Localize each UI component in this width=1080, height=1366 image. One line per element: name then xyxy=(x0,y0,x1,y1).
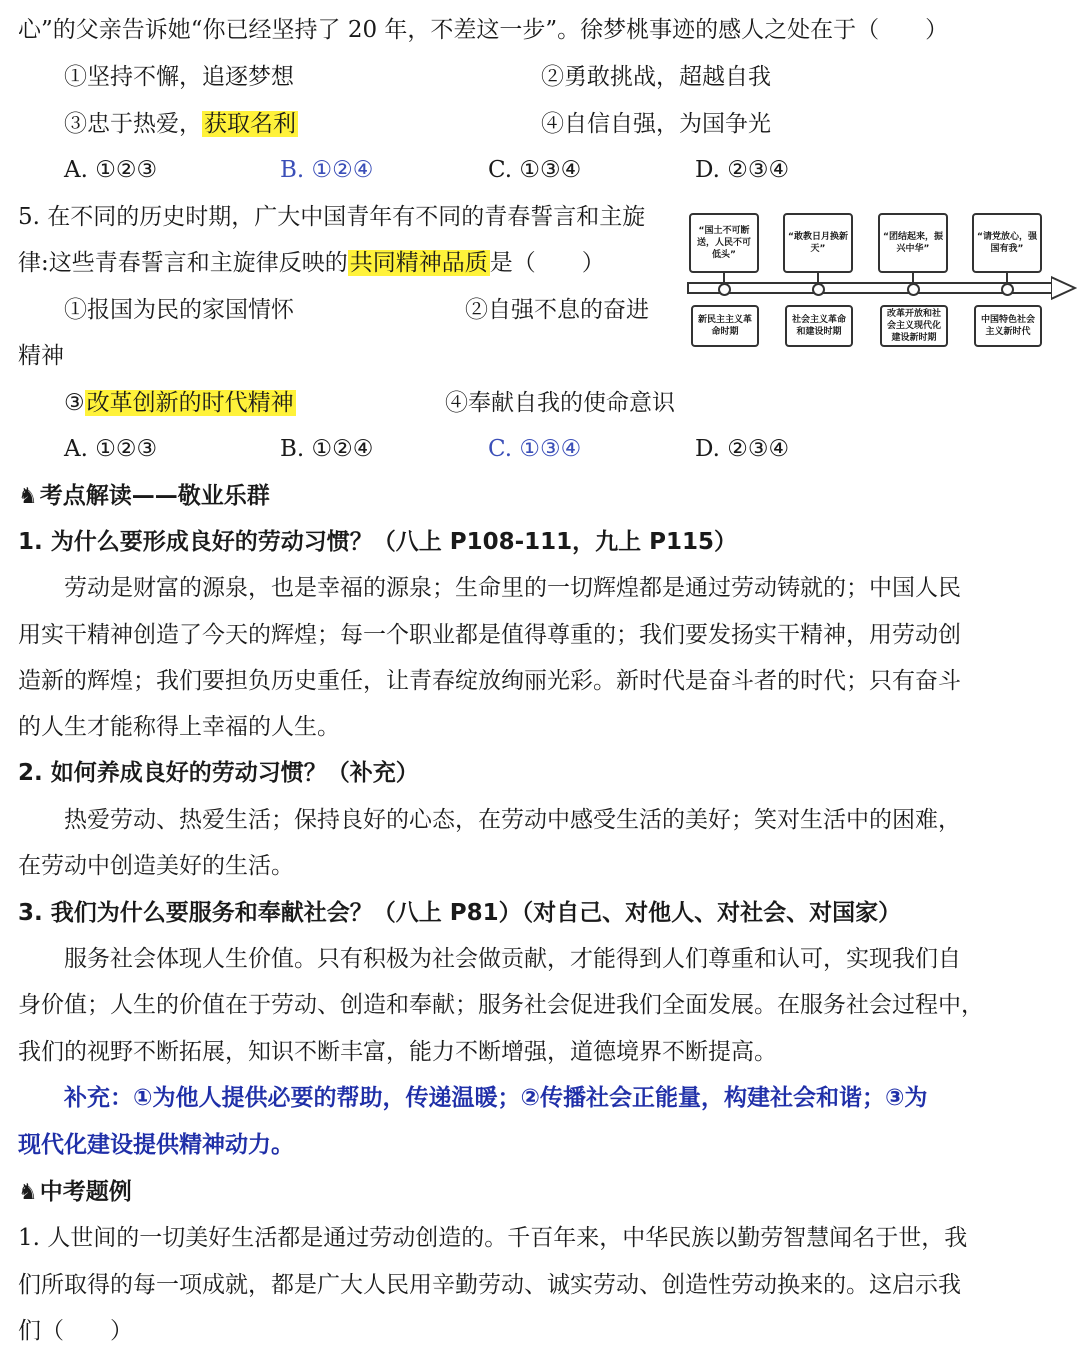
q5-option-4: ④奉献自我的使命意识 xyxy=(445,390,675,416)
q5-stem-highlight: 共同精神品质 xyxy=(349,250,488,276)
slogan-flag-4: “请党放心，强国有我” xyxy=(972,213,1042,273)
timeline-arrowhead-icon xyxy=(1051,275,1077,301)
timeline-figure xyxy=(683,205,1078,357)
timeline-node xyxy=(718,283,731,296)
q4-choice-a: A. ①②③ xyxy=(64,157,158,183)
answer-1-line: 用实干精神创造了今天的辉煌；每一个职业都是值得尊重的；我们要发扬实干精神，用劳动创 xyxy=(18,622,961,648)
q4-option-3 xyxy=(64,109,298,139)
slogan-flag-2: “敢教日月换新天” xyxy=(783,213,853,273)
section-heading-text: 考点解读——敬业乐群 xyxy=(39,483,270,509)
period-box-1: 新民主主义革命时期 xyxy=(691,305,759,347)
period-box-2: 社会主义革命和建设时期 xyxy=(785,305,853,347)
q5-option-3 xyxy=(64,388,296,418)
answer-2-line: 在劳动中创造美好的生活。 xyxy=(18,853,294,879)
question-3-title: 3. 我们为什么要服务和奉献社会？（八上 P81）（对自己、对他人、对社会、对国家） xyxy=(18,900,902,926)
q4-option-3-highlight: 获取名利 xyxy=(204,111,296,137)
q5-choice-b: B. ①②④ xyxy=(280,436,374,462)
question-2-title: 2. 如何养成良好的劳动习惯？（补充） xyxy=(18,760,419,786)
q4-option-2: ②勇敢挑战，超越自我 xyxy=(541,64,771,90)
q4-option-1: ①坚持不懈，追逐梦想 xyxy=(64,64,294,90)
answer-1-line: 劳动是财富的源泉，也是幸福的源泉；生命里的一切辉煌都是通过劳动铸就的；中国人民 xyxy=(64,575,961,601)
knight-icon: ♞ xyxy=(18,484,38,509)
section-heading-key-points xyxy=(18,481,270,512)
q4-choice-b-answer: B. ①②④ xyxy=(280,157,374,183)
q4-choice-d: D. ②③④ xyxy=(695,157,790,183)
q4-option-3-text: ③忠于热爱， xyxy=(64,111,202,137)
knight-icon: ♞ xyxy=(18,1180,38,1205)
slogan-flag-3: “团结起来，振兴中华” xyxy=(878,213,948,273)
q4-option-4: ④自信自强，为国争光 xyxy=(541,111,771,137)
q5-option-2-continued: 精神 xyxy=(18,343,64,369)
exam-question-1-line: 1. 人世间的一切美好生活都是通过劳动创造的。千百年来，中华民族以勤劳智慧闻名于世，我 xyxy=(18,1225,968,1251)
answer-3-line: 我们的视野不断拓展，知识不断丰富，能力不断增强，道德境界不断提高。 xyxy=(18,1039,777,1065)
timeline-node xyxy=(812,283,825,296)
q5-choice-a: A. ①②③ xyxy=(64,436,158,462)
answer-3-line: 服务社会体现人生价值。只有积极为社会做贡献，才能得到人们尊重和认可，实现我们自 xyxy=(64,946,961,972)
q5-stem-suffix: 是（ ） xyxy=(489,250,605,276)
period-box-3: 改革开放和社会主义现代化建设新时期 xyxy=(880,305,948,347)
q5-option-3-number: ③ xyxy=(64,390,85,416)
q5-stem-line-2 xyxy=(18,248,605,278)
q5-option-1: ①报国为民的家国情怀 xyxy=(64,297,294,323)
slogan-flag-1: “国土不可断送，人民不可低头” xyxy=(689,213,759,273)
q5-choice-d: D. ②③④ xyxy=(695,436,790,462)
q5-stem-text: 律:这些青春誓言和主旋律反映的 xyxy=(18,250,348,276)
section-heading-exam-examples xyxy=(18,1177,132,1208)
supplement-line: 补充：①为他人提供必要的帮助，传递温暖；②传播社会正能量，构建社会和谐；③为 xyxy=(64,1085,928,1111)
timeline-node xyxy=(907,283,920,296)
period-box-4: 中国特色社会主义新时代 xyxy=(974,305,1042,347)
q4-choice-c: C. ①③④ xyxy=(488,157,582,183)
section-heading-text: 中考题例 xyxy=(39,1179,132,1205)
answer-1-line: 造新的辉煌；我们要担负历史重任，让青春绽放绚丽光彩。新时代是奋斗者的时代；只有奋斗 xyxy=(18,668,961,694)
supplement-line: 现代化建设提供精神动力。 xyxy=(18,1132,294,1158)
question-1-title: 1. 为什么要形成良好的劳动习惯？（八上 P108-111，九上 P115） xyxy=(18,529,738,555)
q5-option-2: ②自强不息的奋进 xyxy=(465,297,649,323)
q4-stem-line: 心”的父亲告诉她“你已经坚持了 20 年，不差这一步”。徐梦桃事迹的感人之处在于（ ） xyxy=(18,17,949,43)
q5-option-3-highlight: 改革创新的时代精神 xyxy=(86,390,294,416)
timeline-node xyxy=(1001,283,1014,296)
exam-question-1-line: 们（ ） xyxy=(18,1318,133,1344)
exam-question-1-line: 们所取得的每一项成就，都是广大人民用辛勤劳动、诚实劳动、创造性劳动换来的。这启示我 xyxy=(18,1272,961,1298)
answer-1-line: 的人生才能称得上幸福的人生。 xyxy=(18,714,340,740)
answer-2-line: 热爱劳动、热爱生活；保持良好的心态，在劳动中感受生活的美好；笑对生活中的困难， xyxy=(64,807,961,833)
q5-choice-c-answer: C. ①③④ xyxy=(488,436,582,462)
answer-3-line: 身价值；人生的价值在于劳动、创造和奉献；服务社会促进我们全面发展。在服务社会过程中， xyxy=(18,992,984,1018)
q5-stem-line-1: 5. 在不同的历史时期，广大中国青年有不同的青春誓言和主旋 xyxy=(18,204,646,230)
